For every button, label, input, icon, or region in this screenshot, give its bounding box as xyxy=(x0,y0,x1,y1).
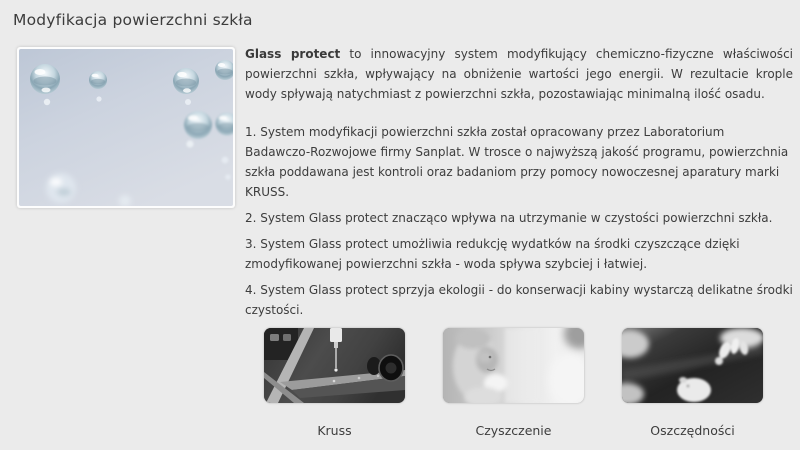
water-droplets-illustration xyxy=(19,49,233,206)
cleaning-woman-image xyxy=(443,328,584,403)
savings-piggy-bank-illustration xyxy=(622,328,763,403)
savings-piggy-bank-image xyxy=(622,328,763,403)
cleaning-woman-illustration xyxy=(443,328,584,403)
gallery-item-oszczednosci[interactable] xyxy=(622,328,763,438)
thumbnail-gallery xyxy=(264,328,763,438)
kruss-apparatus-image xyxy=(264,328,405,403)
intro-lead: Glass protect xyxy=(245,47,341,61)
intro-text: to innowacyjny system modyfikujący chemiczno-fizyczne właściwości powierzchni szkła, wpływający na obniżenie wartości jego energii. W rezultacie krople wody spływają natychmiast z powierzchni szkła, pozostawiając minimalną ilość osadu. xyxy=(245,47,793,101)
gallery-item-czyszczenie[interactable] xyxy=(443,328,584,438)
article-text xyxy=(245,44,793,326)
caption-czyszczenie: Czyszczenie xyxy=(475,423,552,438)
caption-oszczednosci: Oszczędności xyxy=(650,423,735,438)
hero-image-water-droplets xyxy=(17,47,235,208)
point-2: 2. System Glass protect znacząco wpływa na utrzymanie w czystości powierzchni szkła. xyxy=(245,211,773,225)
point-3: 3. System Glass protect umożliwia redukcję wydatków na środki czyszczące dzięki zmodyfikowanej powierzchni szkła - woda spływa szybciej i łatwiej. xyxy=(245,237,740,271)
point-1: 1. System modyfikacji powierzchni szkła został opracowany przez Laboratorium Badawczo-Rozwojowe firmy Sanplat. W trosce o najwyższą jakość programu, powierzchnia szkła poddawana jest kontroli oraz badaniom przy pomocy nowoczesnej aparatury marki KRUSS. xyxy=(245,125,789,199)
intro-paragraph xyxy=(245,44,793,104)
point-4: 4. System Glass protect sprzyja ekologii - do konserwacji kabiny wystarczą delikatne środki czystości. xyxy=(245,283,793,317)
gallery-item-kruss[interactable] xyxy=(264,328,405,438)
caption-kruss: Kruss xyxy=(317,423,352,438)
kruss-apparatus-illustration xyxy=(264,328,405,403)
page-title: Modyfikacja powierzchni szkła xyxy=(13,11,253,29)
